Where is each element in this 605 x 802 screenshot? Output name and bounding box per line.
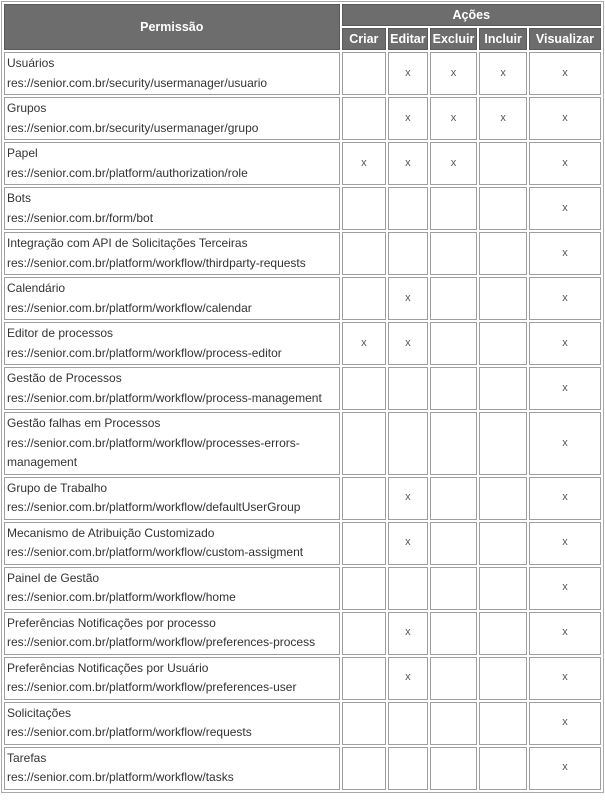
action-mark-editar: x [388,612,428,655]
header-permission: Permissão [4,4,340,50]
permission-name: Grupos [7,101,47,115]
permission-cell [4,97,340,140]
table-row [4,187,601,230]
header-actions: Ações [342,4,601,26]
permission-name: Calendário [7,281,66,295]
table-row [4,367,601,410]
permission-resource: res://senior.com.br/security/usermanager/grupo [7,120,259,135]
permission-resource: res://senior.com.br/platform/workflow/home [7,590,236,604]
action-mark-editar: x [388,97,428,140]
permission-name: Preferências Notificações por processo [7,615,216,630]
table-row [4,747,601,790]
header-col-incluir: Incluir [479,28,527,50]
action-mark-criar [342,412,387,475]
action-mark-criar [342,657,387,700]
action-mark-editar [388,702,428,745]
permission-cell [4,322,340,365]
action-mark-visualizar: x [529,52,601,95]
permission-cell [4,567,340,610]
permission-cell [4,522,340,565]
permission-cell [4,142,340,185]
permission-resource: res://senior.com.br/platform/workflow/preferences-process [7,635,316,649]
action-mark-editar: x [388,52,428,95]
action-mark-excluir: x [430,142,478,185]
permission-resource: res://senior.com.br/form/bot [7,210,154,225]
action-mark-editar [388,412,428,475]
action-mark-excluir [430,657,478,700]
action-mark-excluir [430,322,478,365]
action-mark-criar [342,747,387,790]
action-mark-excluir [430,232,478,275]
permission-resource: res://senior.com.br/platform/workflow/defaultUserGroup [7,500,301,514]
table-row [4,612,601,655]
header-col-editar: Editar [388,28,428,50]
action-mark-visualizar: x [529,97,601,140]
action-mark-incluir [479,412,527,475]
permission-resource: res://senior.com.br/platform/workflow/processes-errors-management [7,435,300,469]
table-row [4,567,601,610]
table-row [4,657,601,700]
permission-cell [4,277,340,320]
action-mark-incluir [479,142,527,185]
permission-name: Papel [7,146,38,160]
action-mark-excluir [430,277,478,320]
action-mark-editar [388,232,428,275]
action-mark-excluir [430,522,478,565]
permission-resource: res://senior.com.br/platform/workflow/thirdparty-requests [7,255,306,270]
action-mark-criar [342,97,387,140]
table-row [4,522,601,565]
action-mark-criar [342,187,387,230]
permission-name: Integração com API de Solicitações Terceiras [7,236,248,250]
action-mark-excluir [430,702,478,745]
action-mark-visualizar: x [529,142,601,185]
permission-name: Mecanismo de Atribuição Customizado [7,525,215,540]
action-mark-visualizar: x [529,277,601,320]
action-mark-incluir [479,702,527,745]
action-mark-incluir [479,477,527,520]
table-row [4,322,601,365]
permission-name: Preferências Notificações por Usuário [7,660,209,675]
action-mark-incluir: x [479,52,527,95]
action-mark-criar [342,52,387,95]
header-col-criar: Criar [342,28,387,50]
table-row [4,702,601,745]
action-mark-editar: x [388,142,428,185]
permission-resource: res://senior.com.br/platform/workflow/process-management [7,390,322,405]
permission-cell [4,747,340,790]
action-mark-criar [342,367,387,410]
action-mark-editar: x [388,657,428,700]
permission-cell [4,52,340,95]
permission-resource: res://senior.com.br/platform/workflow/calendar [7,300,252,315]
action-mark-editar [388,747,428,790]
permission-cell [4,612,340,655]
action-mark-excluir [430,567,478,610]
permission-resource: res://senior.com.br/security/usermanager/usuario [7,75,268,90]
permission-name: Bots [7,191,32,205]
permission-name: Usuários [7,56,55,70]
table-row [4,277,601,320]
action-mark-visualizar: x [529,522,601,565]
action-mark-criar [342,277,387,320]
action-mark-criar [342,702,387,745]
table-row [4,97,601,140]
permission-name: Painel de Gestão [7,570,100,585]
permission-name: Grupo de Trabalho [7,480,108,495]
header-col-visualizar: Visualizar [529,28,601,50]
action-mark-incluir [479,367,527,410]
table-row [4,232,601,275]
action-mark-visualizar: x [529,702,601,745]
permission-name: Editor de processos [7,326,114,340]
action-mark-visualizar: x [529,567,601,610]
action-mark-visualizar: x [529,657,601,700]
permission-name: Gestão de Processos [7,371,122,385]
action-mark-incluir [479,277,527,320]
action-mark-incluir [479,657,527,700]
action-mark-visualizar: x [529,232,601,275]
action-mark-visualizar: x [529,367,601,410]
permissions-table [1,1,604,793]
permission-name: Tarefas [7,750,47,765]
action-mark-incluir [479,567,527,610]
table-row [4,52,601,95]
permission-cell [4,477,340,520]
permission-resource: res://senior.com.br/platform/workflow/tasks [7,770,234,784]
action-mark-editar: x [388,477,428,520]
action-mark-excluir [430,367,478,410]
permission-resource: res://senior.com.br/platform/workflow/custom-assigment [7,545,304,559]
action-mark-incluir [479,747,527,790]
action-mark-editar: x [388,522,428,565]
action-mark-criar [342,522,387,565]
action-mark-visualizar: x [529,612,601,655]
action-mark-incluir [479,322,527,365]
action-mark-incluir [479,187,527,230]
action-mark-editar: x [388,322,428,365]
action-mark-excluir [430,747,478,790]
action-mark-visualizar: x [529,747,601,790]
permission-cell [4,367,340,410]
permission-resource: res://senior.com.br/platform/authorization/role [7,165,248,180]
permission-cell [4,412,340,475]
table-row [4,477,601,520]
permission-resource: res://senior.com.br/platform/workflow/requests [7,725,252,739]
action-mark-excluir: x [430,97,478,140]
permission-cell [4,187,340,230]
action-mark-visualizar: x [529,322,601,365]
action-mark-excluir: x [430,52,478,95]
action-mark-incluir [479,522,527,565]
action-mark-visualizar: x [529,187,601,230]
action-mark-criar [342,612,387,655]
action-mark-excluir [430,412,478,475]
permission-name: Gestão falhas em Processos [7,416,161,430]
action-mark-criar: x [342,142,387,185]
action-mark-criar [342,477,387,520]
action-mark-incluir: x [479,97,527,140]
action-mark-criar [342,232,387,275]
action-mark-incluir [479,232,527,275]
permission-cell [4,702,340,745]
permission-resource: res://senior.com.br/platform/workflow/preferences-user [7,680,297,694]
permissions-body [4,52,601,790]
table-row [4,142,601,185]
permission-cell [4,657,340,700]
action-mark-visualizar: x [529,412,601,475]
header-col-excluir: Excluir [430,28,478,50]
action-mark-incluir [479,612,527,655]
action-mark-criar: x [342,322,387,365]
permission-name: Solicitações [7,705,72,720]
permission-resource: res://senior.com.br/platform/workflow/process-editor [7,345,282,360]
action-mark-visualizar: x [529,477,601,520]
action-mark-excluir [430,477,478,520]
action-mark-excluir [430,612,478,655]
action-mark-editar: x [388,277,428,320]
action-mark-editar [388,567,428,610]
table-row [4,412,601,475]
action-mark-excluir [430,187,478,230]
action-mark-editar [388,367,428,410]
permission-cell [4,232,340,275]
action-mark-criar [342,567,387,610]
action-mark-editar [388,187,428,230]
